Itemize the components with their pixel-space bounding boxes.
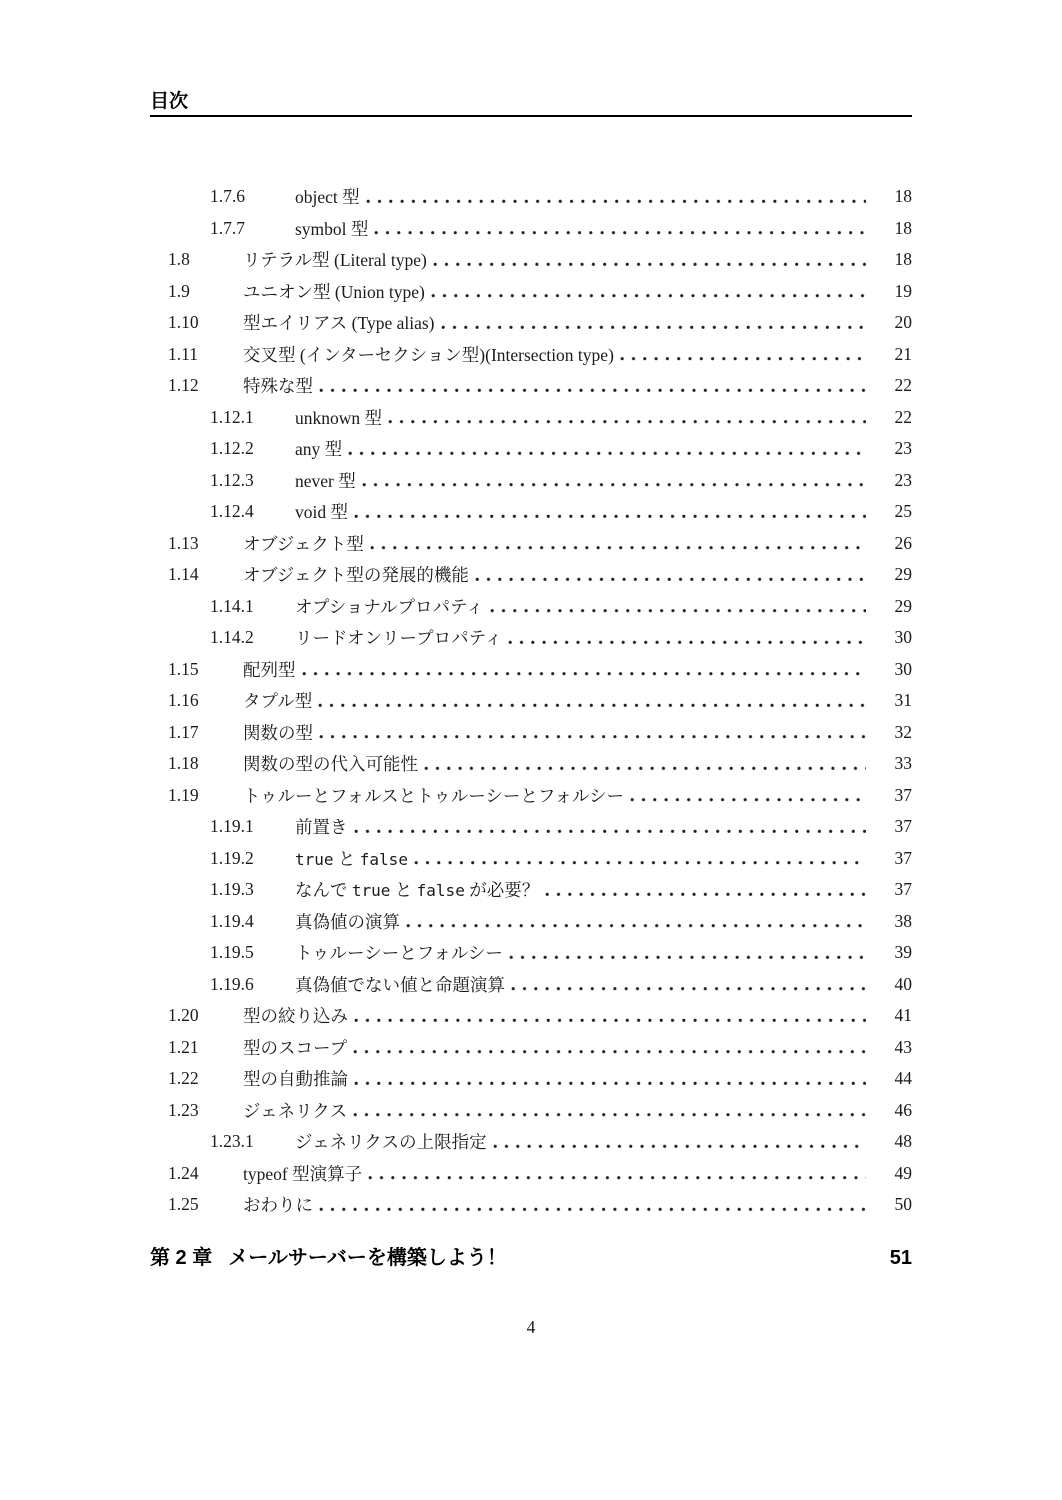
dot-leader xyxy=(509,937,866,969)
entry-page-number: 18 xyxy=(894,249,912,270)
title-text: 型エイリアス (Type alias) xyxy=(243,313,435,334)
title-text: void 型 xyxy=(295,502,348,523)
entry-page-number: 23 xyxy=(894,438,912,459)
entry-title xyxy=(243,279,425,304)
entry-title xyxy=(295,405,382,430)
toc-entry[interactable] xyxy=(150,433,912,465)
title-text: 関数の型 xyxy=(243,722,313,743)
title-text: おわりに xyxy=(243,1195,313,1216)
dot-leader xyxy=(630,780,866,812)
entry-number: 1.23 xyxy=(168,1099,199,1120)
title-text: 前置き xyxy=(295,817,348,838)
inline-code: true xyxy=(351,881,391,901)
entry-number: 1.17 xyxy=(168,721,199,742)
entry-number: 1.13 xyxy=(168,532,199,553)
entry-title xyxy=(243,1098,347,1123)
chapter-title: メールサーバーを構築しよう！ xyxy=(228,1247,507,1269)
entry-page-number: 22 xyxy=(894,406,912,427)
toc-entry[interactable] xyxy=(150,874,912,906)
entry-page-number: 44 xyxy=(894,1068,912,1089)
toc-entry[interactable] xyxy=(150,181,912,213)
inline-code: false xyxy=(416,881,465,901)
dot-leader xyxy=(366,181,866,213)
entry-page-number: 48 xyxy=(894,1131,912,1152)
entry-page-number: 50 xyxy=(894,1194,912,1215)
dot-leader xyxy=(318,685,866,717)
entry-page-number: 25 xyxy=(894,501,912,522)
toc-entry[interactable] xyxy=(150,906,912,938)
entry-page-number: 31 xyxy=(894,690,912,711)
entry-number: 1.9 xyxy=(168,280,190,301)
dot-leader xyxy=(431,276,866,308)
dot-leader xyxy=(490,591,866,623)
chapter-number: 第 2 章 xyxy=(150,1247,213,1269)
entry-page-number: 30 xyxy=(894,658,912,679)
entry-number: 1.22 xyxy=(168,1068,199,1089)
dot-leader xyxy=(368,1158,866,1190)
entry-title xyxy=(243,688,312,713)
toc-entry[interactable] xyxy=(150,244,912,276)
title-text: トゥルーシーとフォルシー xyxy=(295,943,503,964)
dot-leader xyxy=(319,370,866,402)
dot-leader xyxy=(370,528,866,560)
title-text: ジェネリクスの上限指定 xyxy=(295,1132,487,1153)
title-text: unknown 型 xyxy=(295,407,383,428)
entry-page-number: 33 xyxy=(894,753,912,774)
entry-number: 1.20 xyxy=(168,1005,199,1026)
entry-title xyxy=(243,751,418,776)
toc-entry[interactable] xyxy=(150,339,912,371)
title-text: 特殊な型 xyxy=(243,376,313,397)
toc-entry[interactable] xyxy=(150,1126,912,1158)
entry-page-number: 29 xyxy=(894,564,912,585)
entry-title xyxy=(295,436,342,461)
entry-number: 1.19 xyxy=(168,784,199,805)
entry-title xyxy=(243,1161,362,1186)
entry-title xyxy=(295,468,356,493)
toc-entry[interactable] xyxy=(150,622,912,654)
title-text: 配列型 xyxy=(243,659,296,680)
entry-page-number: 49 xyxy=(894,1162,912,1183)
toc-list xyxy=(150,181,912,1221)
title-text: 真偽値の演算 xyxy=(295,911,400,932)
entry-title xyxy=(295,594,484,619)
entry-page-number: 43 xyxy=(894,1036,912,1057)
toc-entry[interactable] xyxy=(150,748,912,780)
dot-leader xyxy=(511,969,866,1001)
title-text: オブジェクト型 xyxy=(243,533,364,554)
entry-title xyxy=(243,310,435,335)
dot-leader xyxy=(354,496,866,528)
toc-entry[interactable] xyxy=(150,1063,912,1095)
entry-number: 1.10 xyxy=(168,312,199,333)
title-text: typeof 型演算子 xyxy=(243,1163,363,1184)
header-rule xyxy=(150,115,912,117)
entry-number: 1.11 xyxy=(168,343,198,364)
entry-number: 1.14.2 xyxy=(210,627,254,648)
entry-page-number: 46 xyxy=(894,1099,912,1120)
entry-title xyxy=(243,1035,347,1060)
entry-number: 1.24 xyxy=(168,1162,199,1183)
entry-title xyxy=(295,846,408,871)
entry-number: 1.15 xyxy=(168,658,199,679)
entry-page-number: 37 xyxy=(894,847,912,868)
entry-title xyxy=(295,625,502,650)
inline-code: true xyxy=(295,849,334,869)
dot-leader xyxy=(441,307,866,339)
dot-leader xyxy=(620,339,866,371)
title-text: リードオンリープロパティ xyxy=(295,628,503,649)
entry-page-number: 32 xyxy=(894,721,912,742)
title-text: 型の絞り込み xyxy=(243,1006,348,1027)
toc-entry[interactable] xyxy=(150,402,912,434)
toc-entry[interactable] xyxy=(150,843,912,875)
entry-number: 1.19.4 xyxy=(210,910,254,931)
dot-leader xyxy=(362,465,866,497)
title-text: オプショナルプロパティ xyxy=(295,596,484,617)
toc-entry[interactable] xyxy=(150,213,912,245)
entry-number: 1.25 xyxy=(168,1194,199,1215)
entry-title xyxy=(295,814,348,839)
title-text: 関数の型の代入可能性 xyxy=(243,754,418,775)
title-text: リテラル型 (Literal type) xyxy=(243,250,427,271)
entry-title xyxy=(295,877,539,902)
toc-entry[interactable] xyxy=(150,370,912,402)
entry-title xyxy=(295,909,400,934)
entry-number: 1.12 xyxy=(168,375,199,396)
entry-number: 1.19.5 xyxy=(210,942,254,963)
entry-number: 1.19.2 xyxy=(210,847,254,868)
title-text: object 型 xyxy=(295,187,360,208)
entry-number: 1.21 xyxy=(168,1036,199,1057)
toc-entry[interactable] xyxy=(150,1158,912,1190)
entry-title xyxy=(243,783,624,808)
entry-title xyxy=(243,657,296,682)
toc-entry[interactable] xyxy=(150,559,912,591)
entry-page-number: 29 xyxy=(894,595,912,616)
entry-number: 1.16 xyxy=(168,690,199,711)
entry-title xyxy=(243,342,614,367)
toc-entry[interactable] xyxy=(150,811,912,843)
toc-entry[interactable] xyxy=(150,528,912,560)
entry-number: 1.14.1 xyxy=(210,595,254,616)
entry-number: 1.19.6 xyxy=(210,973,254,994)
dot-leader xyxy=(353,1095,866,1127)
entry-number: 1.7.6 xyxy=(210,186,245,207)
entry-title xyxy=(243,247,427,272)
entry-number: 1.12.4 xyxy=(210,501,254,522)
title-text: なんで xyxy=(295,880,352,901)
toc-entry[interactable] xyxy=(150,465,912,497)
toc-entry[interactable] xyxy=(150,307,912,339)
entry-title xyxy=(243,562,469,587)
dot-leader xyxy=(388,402,866,434)
entry-title xyxy=(243,531,364,556)
entry-page-number: 23 xyxy=(894,469,912,490)
dot-leader xyxy=(424,748,866,780)
chapter-page-number: 51 xyxy=(889,1247,912,1269)
title-text: と xyxy=(390,880,417,901)
entry-title xyxy=(243,1003,348,1028)
entry-title xyxy=(295,184,360,209)
toc-entry[interactable] xyxy=(150,717,912,749)
title-text: any 型 xyxy=(295,439,343,460)
entry-title xyxy=(243,1066,348,1091)
entry-page-number: 30 xyxy=(894,627,912,648)
entry-page-number: 21 xyxy=(894,343,912,364)
entry-number: 1.14 xyxy=(168,564,199,585)
dot-leader xyxy=(354,811,867,843)
toc-entry[interactable] xyxy=(150,1032,912,1064)
title-text: 型の自動推論 xyxy=(243,1069,348,1090)
entry-page-number: 40 xyxy=(894,973,912,994)
entry-number: 1.8 xyxy=(168,249,190,270)
toc-entry[interactable] xyxy=(150,1189,912,1221)
title-text: タプル型 xyxy=(243,691,313,712)
dot-leader xyxy=(406,906,866,938)
toc-entry[interactable] xyxy=(150,969,912,1001)
dot-leader xyxy=(319,1189,866,1221)
dot-leader xyxy=(348,433,866,465)
entry-page-number: 39 xyxy=(894,942,912,963)
title-text: 型のスコープ xyxy=(243,1037,348,1058)
entry-number: 1.12.3 xyxy=(210,469,254,490)
dot-leader xyxy=(493,1126,866,1158)
entry-page-number: 37 xyxy=(894,816,912,837)
entry-number: 1.18 xyxy=(168,753,199,774)
dot-leader xyxy=(354,1000,866,1032)
entry-title xyxy=(243,1192,313,1217)
title-text: が必要？ xyxy=(464,880,540,901)
entry-page-number: 22 xyxy=(894,375,912,396)
entry-page-number: 37 xyxy=(894,784,912,805)
toc-entry[interactable] xyxy=(150,591,912,623)
entry-page-number: 18 xyxy=(894,217,912,238)
entry-title xyxy=(243,373,313,398)
entry-title xyxy=(243,720,313,745)
dot-leader xyxy=(319,717,866,749)
title-text: symbol 型 xyxy=(295,218,369,239)
entry-title xyxy=(295,1129,487,1154)
dot-leader xyxy=(354,1063,866,1095)
entry-title xyxy=(295,499,348,524)
title-text: never 型 xyxy=(295,470,356,491)
entry-number: 1.12.2 xyxy=(210,438,254,459)
entry-page-number: 41 xyxy=(894,1005,912,1026)
toc-entry[interactable] xyxy=(150,654,912,686)
entry-number: 1.19.1 xyxy=(210,816,254,837)
page-number: 4 xyxy=(526,1317,536,1337)
dot-leader xyxy=(302,654,867,686)
entry-page-number: 19 xyxy=(894,280,912,301)
entry-title xyxy=(295,972,505,997)
entry-number: 1.19.3 xyxy=(210,879,254,900)
dot-leader xyxy=(414,843,866,875)
dot-leader xyxy=(353,1032,866,1064)
dot-leader xyxy=(545,874,866,906)
dot-leader xyxy=(374,213,866,245)
title-text: トゥルーとフォルスとトゥルーシーとフォルシー xyxy=(243,785,625,806)
toc-entry[interactable] xyxy=(150,276,912,308)
dot-leader xyxy=(508,622,866,654)
entry-number: 1.23.1 xyxy=(210,1131,254,1152)
title-text: ジェネリクス xyxy=(243,1100,348,1121)
title-text: ユニオン型 (Union type) xyxy=(243,281,425,302)
title-text: 交叉型 (インターセクション型)(Intersection type) xyxy=(243,344,614,365)
entry-page-number: 18 xyxy=(894,186,912,207)
entry-page-number: 20 xyxy=(894,312,912,333)
toc-entry[interactable] xyxy=(150,685,912,717)
entry-page-number: 38 xyxy=(894,910,912,931)
page-title: 目次 xyxy=(150,91,189,112)
toc-entry[interactable] xyxy=(150,1000,912,1032)
dot-leader xyxy=(433,244,866,276)
toc-entry[interactable] xyxy=(150,1095,912,1127)
title-text: 真偽値でない値と命題演算 xyxy=(295,974,505,995)
entry-page-number: 37 xyxy=(894,879,912,900)
entry-number: 1.7.7 xyxy=(210,217,245,238)
entry-title xyxy=(295,216,368,241)
entry-page-number: 26 xyxy=(894,532,912,553)
dot-leader xyxy=(475,559,866,591)
title-text: と xyxy=(333,848,360,869)
inline-code: false xyxy=(359,849,408,869)
title-text: オブジェクト型の発展的機能 xyxy=(243,565,469,586)
toc-entry[interactable] xyxy=(150,780,912,812)
entry-title xyxy=(295,940,503,965)
toc-chapter-entry[interactable] xyxy=(150,1244,912,1272)
toc-entry[interactable] xyxy=(150,937,912,969)
entry-number: 1.12.1 xyxy=(210,406,254,427)
toc-entry[interactable] xyxy=(150,496,912,528)
